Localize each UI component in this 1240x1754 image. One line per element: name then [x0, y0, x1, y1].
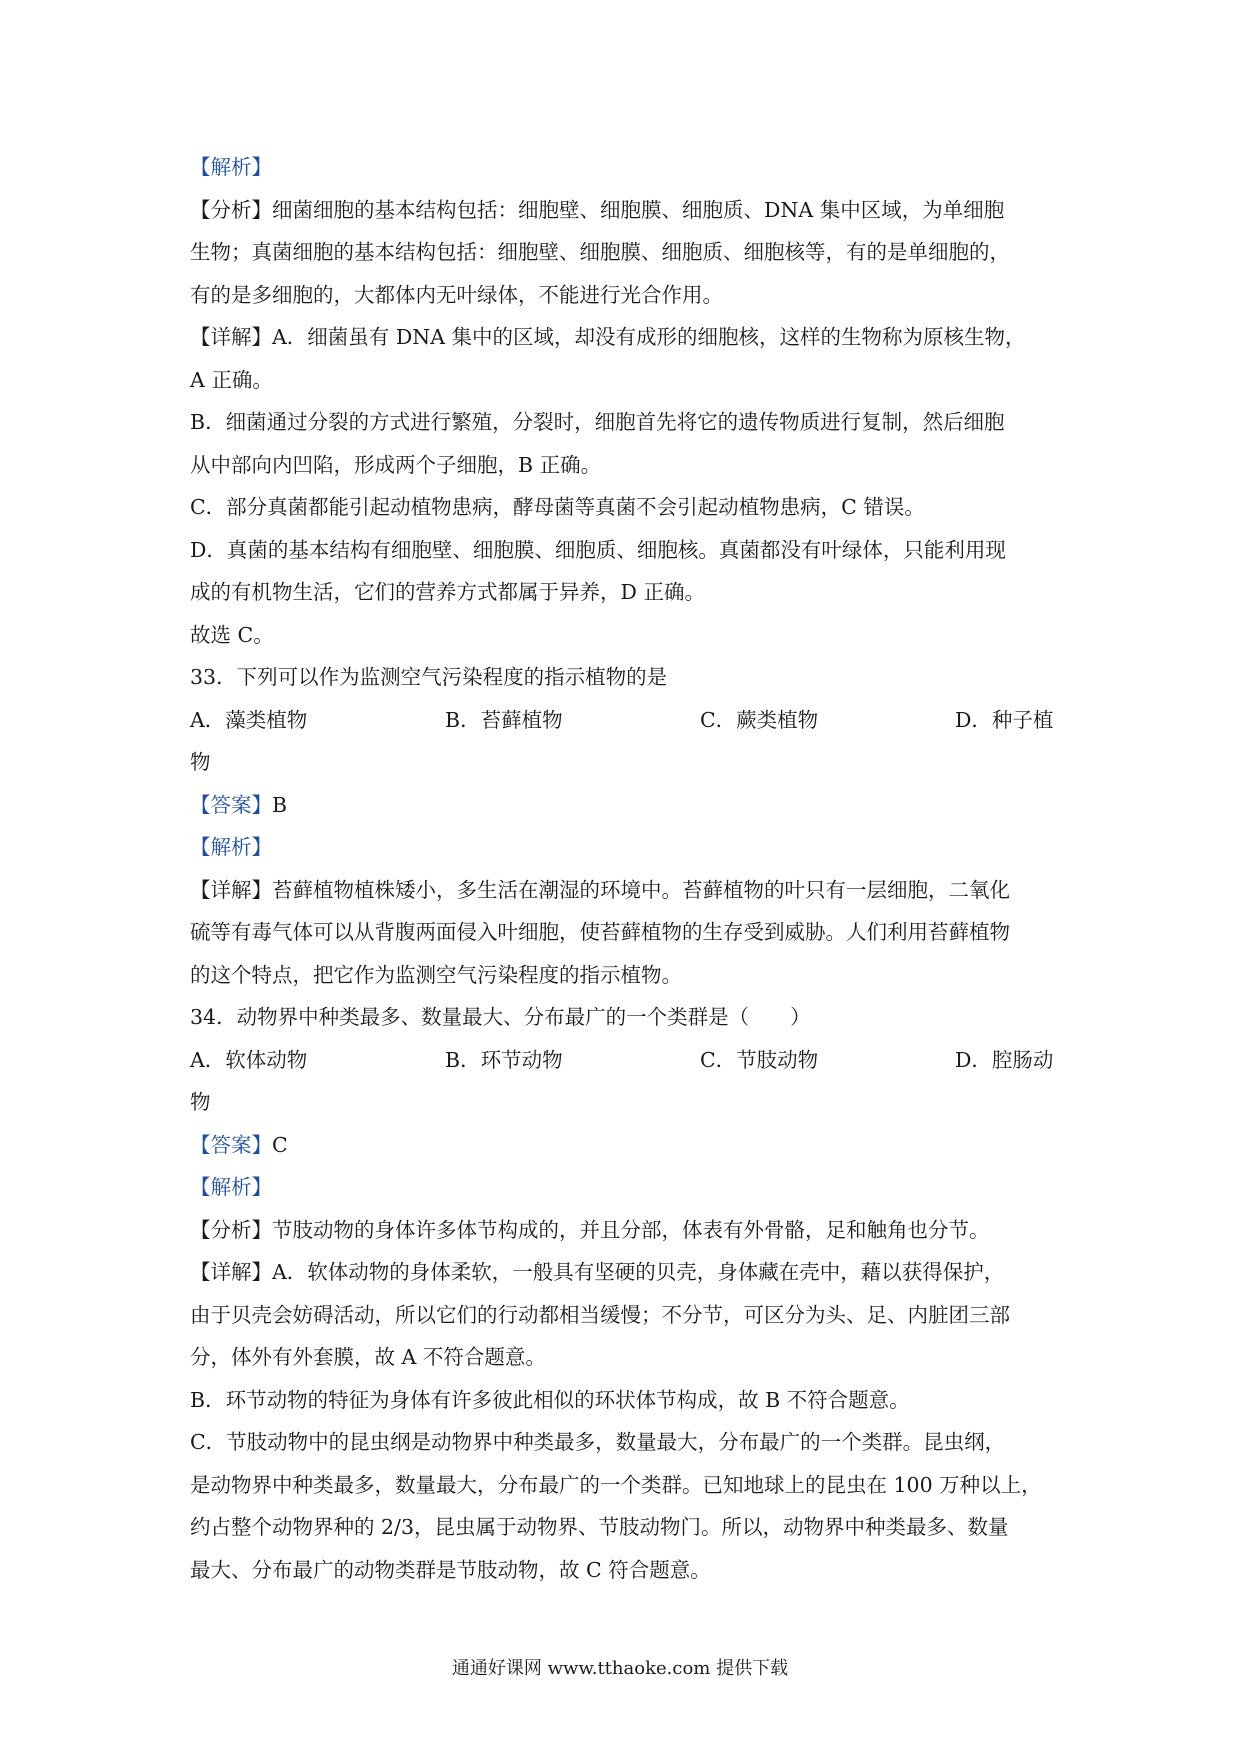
line-text: B．环节动物的特征为身体有许多彼此相似的环状体节构成，故 B 不符合题意。 — [190, 1387, 910, 1412]
line-text: 最大、分布最广的动物类群是节肢动物，故 C 符合题意。 — [190, 1557, 711, 1582]
line-text: 由于贝壳会妨碍活动，所以它们的行动都相当缓慢；不分节，可区分为头、足、内脏团三部 — [190, 1302, 1010, 1327]
q33-choice-b: B．苔藓植物 — [445, 707, 563, 732]
text-line — [190, 1464, 1060, 1507]
text-line — [190, 274, 1060, 317]
line-text: 34．动物界中种类最多、数量最大、分布最广的一个类群是（ ） — [190, 1005, 811, 1029]
text-line — [190, 189, 1060, 232]
text-line — [190, 614, 1060, 657]
line-text: 【详解】苔藓植物植株矮小，多生活在潮湿的环境中。苔藓植物的叶只有一层细胞，二氧化 — [190, 877, 1010, 902]
text-line — [190, 741, 1060, 784]
line-text: C．节肢动物中的昆虫纲是动物界中种类最多，数量最大，分布最广的一个类群。昆虫纲， — [190, 1430, 1006, 1454]
line-text: 分，体外有外套膜，故 A 不符合题意。 — [190, 1345, 546, 1369]
text-line — [190, 316, 1060, 359]
line-text: A 正确。 — [190, 367, 273, 392]
text-line — [190, 146, 1060, 189]
line-text: 成的有机物生活，它们的营养方式都属于异养，D 正确。 — [190, 580, 705, 604]
q33-choice-c: C．蕨类植物 — [700, 707, 819, 732]
line-text: 从中部向内凹陷，形成两个子细胞，B 正确。 — [190, 452, 602, 477]
line-text: 的这个特点，把它作为监测空气污染程度的指示植物。 — [190, 962, 682, 987]
text-line — [190, 571, 1060, 614]
line-text: 33．下列可以作为监测空气污染程度的指示植物的是 — [190, 665, 668, 689]
line-text: 【详解】A．软体动物的身体柔软，一般具有坚硬的贝壳，身体藏在壳中，藉以获得保护， — [190, 1260, 1005, 1284]
text-block-q34-answer — [190, 1081, 1060, 1591]
line-text: C．部分真菌都能引起动植物患病，酵母菌等真菌不会引起动植物患病，C 错误。 — [190, 495, 925, 519]
line-text: 故选 C。 — [190, 622, 274, 647]
text-line — [190, 911, 1060, 954]
line-text: 生物；真菌细胞的基本结构包括：细胞壁、细胞膜、细胞质、细胞核等，有的是单细胞的， — [190, 240, 1010, 264]
line-text: 【分析】节肢动物的身体许多体节构成的，并且分部，体表有外骨骼，足和触角也分节。 — [190, 1217, 990, 1242]
text-block-q33-answer — [190, 741, 1060, 1039]
line-text: C — [272, 1132, 288, 1157]
line-text: 硫等有毒气体可以从背腹两面侵入叶细胞，使苔藓植物的生存受到威胁。人们利用苔藓植物 — [190, 920, 1010, 944]
text-line — [190, 486, 1060, 529]
text-line — [190, 656, 1060, 699]
line-text: B．细菌通过分裂的方式进行繁殖，分裂时，细胞首先将它的遗传物质进行复制，然后细胞 — [190, 410, 1005, 434]
text-line — [190, 529, 1060, 572]
line-text: 约占整个动物界种的 2/3，昆虫属于动物界、节肢动物门。所以，动物界中种类最多、数量 — [190, 1515, 1009, 1539]
text-line — [190, 231, 1060, 274]
line-text: B — [272, 792, 288, 817]
q34-choices — [190, 1039, 1060, 1082]
document-body — [190, 146, 1060, 1591]
text-line — [190, 1294, 1060, 1337]
text-line — [190, 1336, 1060, 1379]
q34-choice-c: C．节肢动物 — [700, 1047, 819, 1072]
q33-choice-d: D．种子植 — [955, 707, 1054, 732]
text-line — [190, 1209, 1060, 1252]
text-line — [190, 1506, 1060, 1549]
text-line — [190, 1421, 1060, 1464]
q34-choice-a: A．软体动物 — [190, 1047, 308, 1072]
line-text: 【详解】A．细菌虽有 DNA 集中的区域，却没有成形的细胞核，这样的生物称为原核生物， — [190, 325, 1026, 349]
line-text: 【分析】细菌细胞的基本结构包括：细胞壁、细胞膜、细胞质、DNA 集中区域，为单细胞 — [190, 197, 1005, 222]
text-line — [190, 401, 1060, 444]
text-line — [190, 1124, 1060, 1167]
text-line — [190, 869, 1060, 912]
line-text: D．真菌的基本结构有细胞壁、细胞膜、细胞质、细胞核。真菌都没有叶绿体，只能利用现 — [190, 537, 1006, 562]
text-line — [190, 444, 1060, 487]
section-tag: 【答案】 — [190, 1132, 272, 1157]
section-tag: 【解析】 — [190, 835, 272, 859]
text-line — [190, 1166, 1060, 1209]
page-footer: 通通好课网 www.tthaoke.com 提供下载 — [451, 1658, 789, 1679]
section-tag: 【答案】 — [190, 792, 272, 817]
line-text: 物 — [190, 750, 211, 774]
section-tag: 【解析】 — [190, 155, 272, 179]
line-text: 是动物界中种类最多，数量最大，分布最广的一个类群。已知地球上的昆虫在 100 万种以上， — [190, 1472, 1042, 1497]
q33-choice-a: A．藻类植物 — [190, 707, 308, 732]
text-line — [190, 1549, 1060, 1592]
section-tag: 【解析】 — [190, 1175, 272, 1199]
text-line — [190, 826, 1060, 869]
text-line — [190, 1251, 1060, 1294]
text-line — [190, 1081, 1060, 1124]
text-line — [190, 954, 1060, 997]
q34-choice-b: B．环节动物 — [445, 1047, 563, 1072]
line-text: 有的是多细胞的，大都体内无叶绿体，不能进行光合作用。 — [190, 282, 723, 307]
q34-choice-d: D．腔肠动 — [955, 1047, 1054, 1072]
text-line — [190, 784, 1060, 827]
text-block-q32-analysis — [190, 146, 1060, 699]
line-text: 物 — [190, 1090, 211, 1114]
text-line — [190, 359, 1060, 402]
q33-choices — [190, 699, 1060, 742]
text-line — [190, 1379, 1060, 1422]
text-line — [190, 996, 1060, 1039]
